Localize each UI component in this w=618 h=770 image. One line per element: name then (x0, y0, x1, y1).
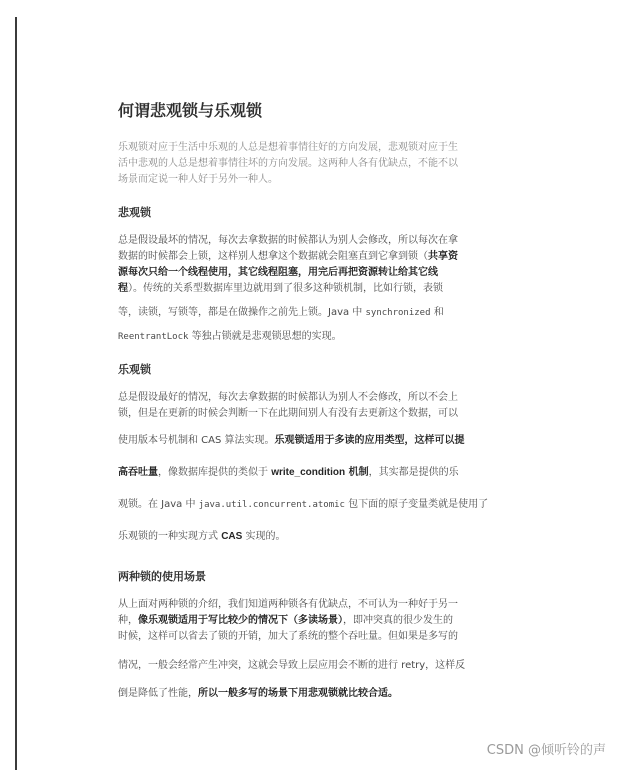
pessimistic-line-4 (118, 281, 580, 297)
scenarios-line-2-text-b: ，即冲突真的很少发生的 (343, 615, 453, 626)
optimistic-line-4-text-a: ，像数据库提供的类似于 (158, 467, 272, 478)
usage-scenarios-paragraph (118, 597, 580, 703)
csdn-watermark: CSDN @倾听铃的声 (486, 743, 606, 758)
usage-scenarios-heading: 两种锁的使用场景 (118, 570, 206, 583)
document-body (118, 100, 580, 703)
optimistic-line-4-text-b: ，其实都是提供的乐 (368, 467, 459, 478)
scenarios-line-5-bold: 所以一般多写的场景下用悲观锁就比较合适。 (198, 688, 398, 699)
cas-term: CAS (221, 531, 243, 542)
pessimistic-line-4-text: ）。传统的关系型数据库里边就用到了很多这种锁机制，比如行锁，表锁 (128, 283, 443, 294)
synchronized-code: synchronized (365, 308, 431, 318)
scenarios-line-1: 从上面对两种锁的介绍，我们知道两种锁各有优缺点，不可认为一种好于另一 (118, 599, 458, 610)
pessimistic-line-5-text: 等，读锁，写锁等，都是在做操作之前先上锁。Java 中 (118, 307, 366, 318)
optimistic-line-3 (118, 432, 580, 450)
optimistic-line-5-text: 观锁。在 Java 中 (118, 499, 199, 510)
pessimistic-line-1: 总是假设最坏的情况，每次去拿数据的时候都认为别人会修改，所以每次在拿 (118, 235, 458, 246)
optimistic-line-4-bold-a: 高吞吐量 (118, 467, 158, 478)
pessimistic-line-5 (118, 305, 580, 321)
pessimistic-line-4-bold: 程 (118, 283, 128, 294)
reentrantlock-code: ReentrantLock (118, 332, 189, 342)
pessimistic-line-6 (118, 329, 580, 345)
optimistic-line-6 (118, 528, 580, 546)
optimistic-line-4 (118, 464, 580, 482)
scenarios-line-3: 时候，这样可以省去了锁的开销，加大了系统的整个吞吐量。但如果是多写的 (118, 631, 458, 642)
pessimistic-line-3-bold: 源每次只给一个线程使用，其它线程阻塞，用完后再把资源转让给其它线 (118, 267, 438, 278)
optimistic-line-5-tail: 包下面的原子变量类就是使用了 (344, 499, 489, 510)
pessimistic-lock-paragraph (118, 233, 580, 345)
pessimistic-line-6-text: 等独占锁就是悲观锁思想的实现。 (188, 331, 342, 342)
atomic-package-code: java.util.concurrent.atomic (198, 500, 345, 510)
scenarios-line-2 (118, 613, 580, 629)
pessimistic-lock-heading: 悲观锁 (118, 206, 151, 219)
pessimistic-line-2-text: 数据的时候都会上锁，这样别人想拿这个数据就会阻塞直到它拿到锁（ (118, 251, 428, 262)
pessimistic-line-3 (118, 265, 580, 281)
optimistic-line-2: 锁，但是在更新的时候会判断一下在此期间别人有没有去更新这个数据，可以 (118, 408, 458, 419)
optimistic-line-4-bold-b: 机制 (345, 467, 369, 478)
scenarios-line-2-bold: 像乐观锁适用于写比较少的情况下（多读场景） (138, 615, 343, 626)
left-border-line (15, 17, 17, 770)
scenarios-line-4: 情况，一般会经常产生冲突，这就会导致上层应用会不断的进行 retry，这样反 (118, 660, 466, 671)
scenarios-line-2-text-a: 种， (118, 615, 138, 626)
pessimistic-line-2 (118, 249, 580, 265)
optimistic-line-5 (118, 496, 580, 514)
intro-paragraph (118, 140, 580, 188)
scenarios-line-5-text: 倒是降低了性能， (118, 688, 198, 699)
optimistic-line-6-tail: 实现的。 (242, 531, 286, 542)
optimistic-line-3-text: 使用版本号机制和 CAS 算法实现。 (118, 435, 275, 446)
intro-line-1: 乐观锁对应于生活中乐观的人总是想着事情往好的方向发展，悲观锁对应于生 (118, 142, 458, 153)
write-condition-term: write_condition (271, 467, 346, 478)
pessimistic-line-2-bold: 共享资 (428, 251, 458, 262)
optimistic-lock-heading: 乐观锁 (118, 363, 151, 376)
optimistic-line-3-bold: 乐观锁适用于多读的应用类型，这样可以提 (274, 435, 465, 446)
scenarios-line-5 (118, 685, 580, 703)
intro-line-2: 活中悲观的人总是想着事情往坏的方向发展。这两种人各有优缺点，不能不以 (118, 158, 458, 169)
intro-line-3: 场景而定说一种人好于另外一种人。 (118, 174, 278, 185)
optimistic-line-1: 总是假设最好的情况，每次去拿数据的时候都认为别人不会修改，所以不会上 (118, 392, 458, 403)
pessimistic-line-5-tail: 和 (430, 307, 444, 318)
optimistic-line-6-text: 乐观锁的一种实现方式 (118, 531, 222, 542)
optimistic-lock-paragraph (118, 390, 580, 546)
document-title: 何谓悲观锁与乐观锁 (118, 101, 263, 120)
